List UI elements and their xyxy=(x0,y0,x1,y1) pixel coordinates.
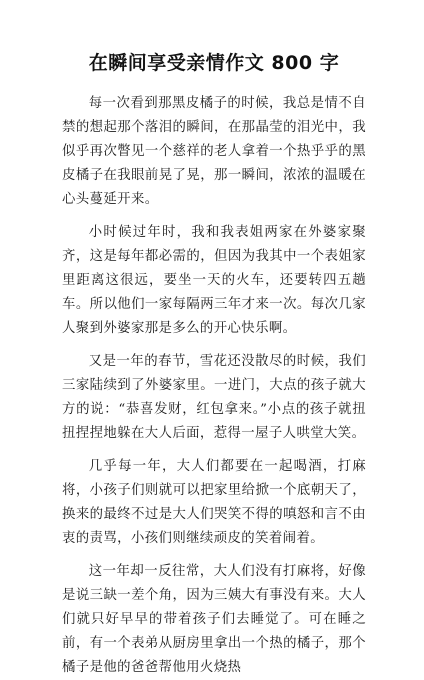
paragraph: 几乎每一年，大人们都要在一起喝酒，打麻将，小孩子们则就可以把家里给掀一个底朝天了，换来的最终不过是大人们哭笑不得的嗔怒和言不由衷的责骂，小孩们则继续顽皮的笑着闹着。 xyxy=(62,459,366,546)
paragraph: 小时候过年时，我和我表姐两家在外婆家聚齐，这是每年都必需的，但因为我其中一个表姐家里距离这很远，要坐一天的火车，还要转四五趟车。所以他们一家每隔两三年才来一次。每次几家人聚到外婆家那是多么的开心快乐啊。 xyxy=(62,225,366,336)
paragraph: 这一年却一反往常，大人们没有打麻将，好像是说三缺一差个角，因为三姨大有事没有来。大人们就只好早早的带着孩子们去睡觉了。可在睡之前，有一个表弟从厨房里拿出一个热的橘子，那个橘子是他的爸爸帮他用火烧热 xyxy=(62,564,366,675)
document-title: 在瞬间享受亲情作文 800 字 xyxy=(88,52,340,74)
paragraph: 每一次看到那黑皮橘子的时候，我总是情不自禁的想起那个落泪的瞬间，在那晶莹的泪光中，我似乎再次瞥见一个慈祥的老人拿着一个热乎乎的黑皮橘子在我眼前晃了晃，那一瞬间，浓浓的温暖在心头蔓延开来。 xyxy=(62,96,366,207)
document-body xyxy=(62,92,366,680)
paragraph: 又是一年的春节，雪花还没散尽的时候，我们三家陆续到了外婆家里。一进门，大点的孩子就大方的说：“恭喜发财，红包拿来。”小点的孩子就扭扭捏捏地躲在大人后面，惹得一屋子人哄堂大笑。 xyxy=(62,354,366,441)
